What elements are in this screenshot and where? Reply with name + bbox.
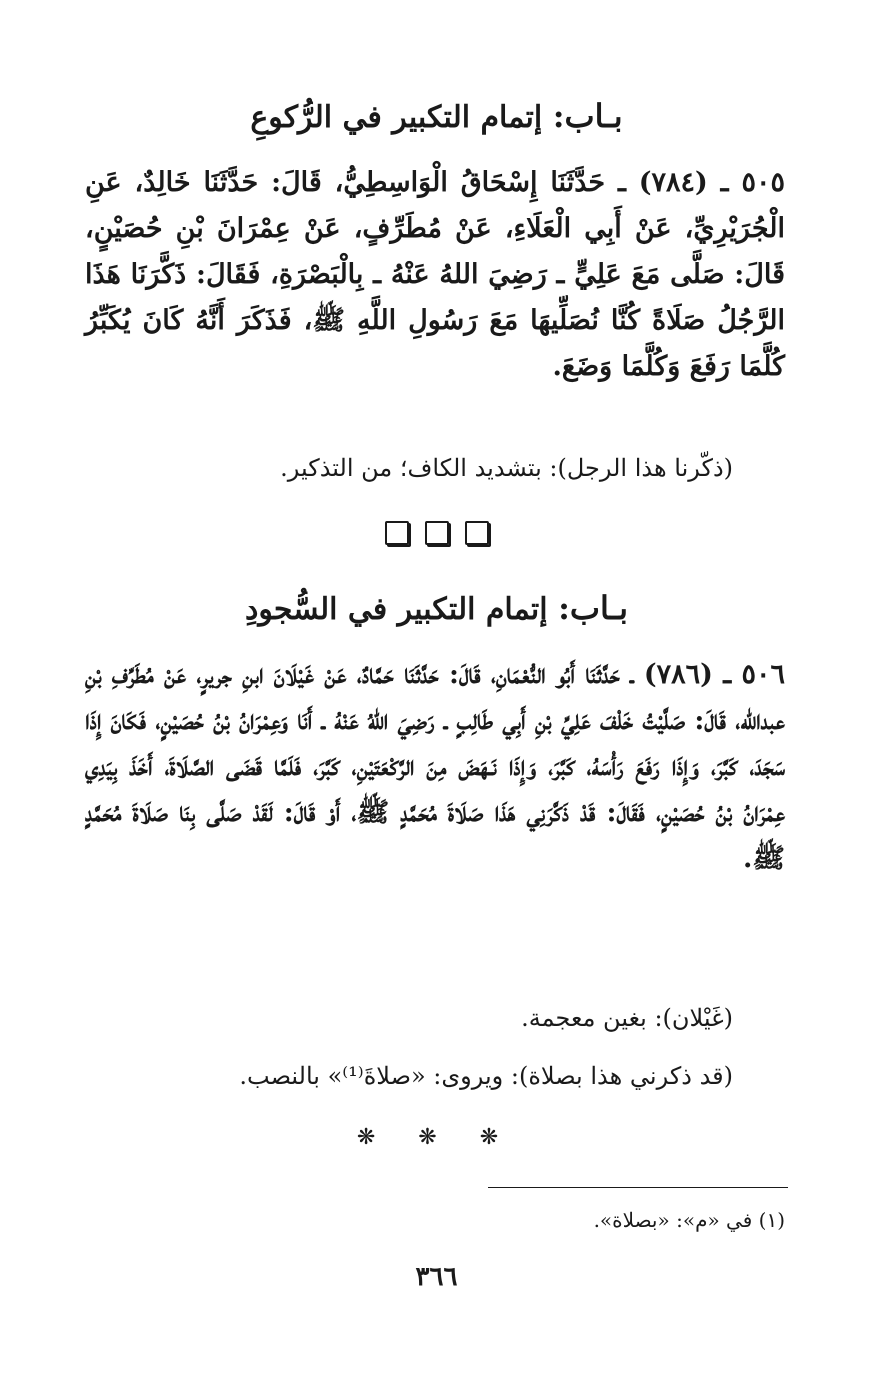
chapter-title: إتمام التكبير في الرُّكوعِ	[250, 100, 543, 135]
explanatory-note: (قد ذكرني هذا بصلاة): ويروى: «صلاةَ⁽¹⁾» بالنصب.	[239, 1062, 733, 1090]
chapter-label: بـاب:	[558, 589, 629, 627]
chapter-heading-ruku	[80, 96, 793, 138]
page-number: ٣٦٦	[415, 1262, 458, 1292]
explanatory-note: (غَيْلان): بغين معجمة.	[521, 1004, 733, 1032]
explanatory-note: (ذكّرنا هذا الرجل): بتشديد الكاف؛ من التذكير.	[280, 454, 733, 482]
separator-box-icon	[425, 521, 449, 545]
hadith-505-text: ٥٠٥ ـ (٧٨٤) ـ حَدَّثَنَا إِسْحَاقُ الْوَاسِطِيُّ، قَالَ: حَدَّثَنَا خَالِدٌ، عَنِ الْجُرَيْرِيِّ، عَنْ أَبِي الْعَلَاءِ، عَنْ مُطَرِّفٍ، عَنْ عِمْرَانَ بْنِ حُصَيْنٍ، قَالَ: صَلَّى مَعَ عَلِيٍّ ـ رَضِيَ اللهُ عَنْهُ ـ بِالْبَصْرَةِ، فَقَالَ: ذَكَّرَنَا هَذَا الرَّجُلُ صَلَاةً كُنَّا نُصَلِّيهَا مَعَ رَسُولِ اللَّهِ ﷺ، فَذَكَرَ أَنَّهُ كَانَ يُكَبِّرُ كُلَّمَا رَفَعَ وَكُلَّمَا وَضَعَ.	[85, 167, 785, 382]
hadith-506-text: ٥٠٦ ـ (٧٨٦) ـ حَدَّثَنَا أَبُو النُّعْمَانِ، قَالَ: حَدَّثَنَا حَمَّادٌ، عَنْ غَيْلَانَ ابنِ جريرٍ، عَنْ مُطَرِّفِ بْنِ عبدالله، قَالَ: صَلَّيْتُ خَلْفَ عَلِيِّ بْنِ أَبِي طَالِبٍ ـ رَضِيَ اللهُ عَنْهُ ـ أَنَا وَعِمْرَانُ بْنُ حُصَيْنٍ، فَكَانَ إِذَا سَجَدَ، كَبَّرَ، وَإِذَا رَفَعَ رَأْسَهُ، كَبَّرَ، وَإِذَا نَـهَضَ مِنَ الرَّكْعَتَيْنِ، كَبَّرَ، فَلَمَّا قَضَى الصَّلَاةَ، أَخَذَ بِيَدِي عِمْرَانُ بْنُ حُصَيْنٍ، فَقَالَ: قَدْ ذَكَّرَنِي هَذَا صَلَاةَ مُحَمَّدٍ ﷺ، أَوْ قَالَ: لَقَدْ صَلَّى بِنَا صَلَاةَ مُحَمَّدٍ ﷺ.	[85, 659, 785, 874]
chapter-title: إتمام التكبير في السُّجودِ	[244, 592, 548, 627]
footnote: (١) في «م»: «بصلاة».	[593, 1208, 785, 1232]
footnote-divider	[488, 1187, 788, 1188]
separator-box-icon	[385, 521, 409, 545]
section-separator-boxes	[0, 521, 873, 545]
chapter-label: بـاب:	[552, 97, 623, 135]
end-separator-stars: ❋ ❋ ❋	[356, 1125, 517, 1150]
chapter-heading-sujud	[80, 588, 793, 630]
separator-box-icon	[465, 521, 489, 545]
